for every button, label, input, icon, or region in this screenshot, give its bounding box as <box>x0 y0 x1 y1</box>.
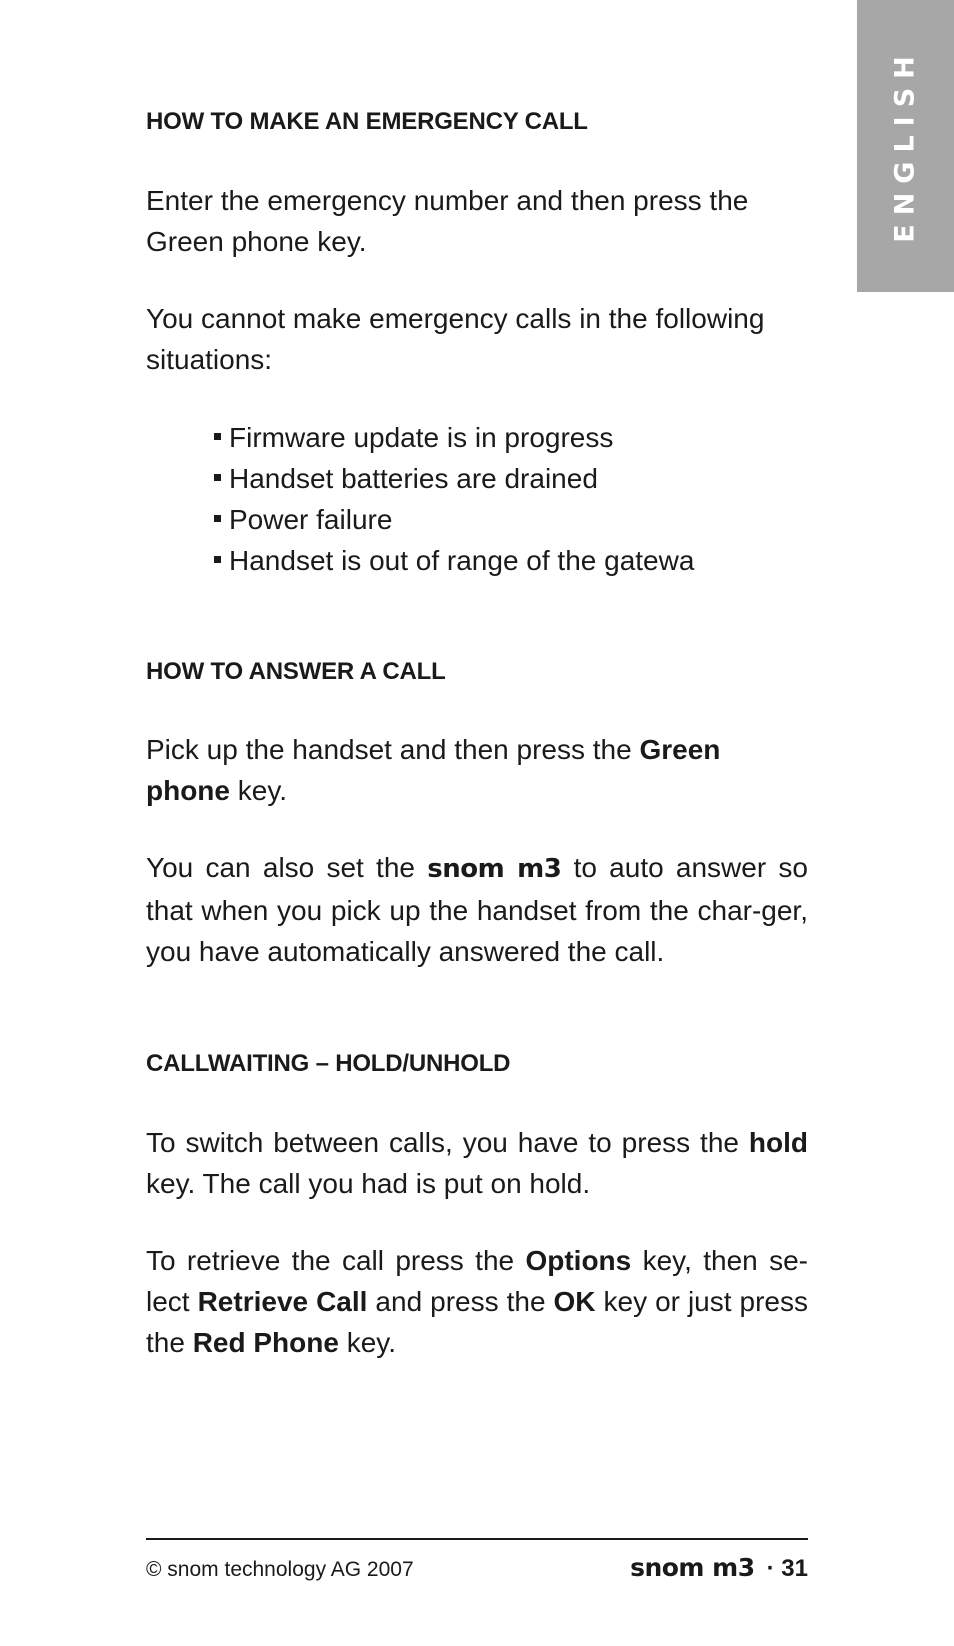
brand-name: snom m3 <box>427 854 562 884</box>
footer-page-info <box>630 1553 808 1583</box>
list-item: Power failure <box>214 499 694 540</box>
paragraph-emergency-restrictions: You cannot make emergency calls in the following situations: <box>146 303 765 375</box>
section-heading-answer-call: HOW TO ANSWER A CALL <box>146 658 446 685</box>
paragraph-answer-call: Pick up the handset and then press the Green phone key. <box>146 734 721 806</box>
section-heading-callwaiting: CALLWAITING – HOLD/UNHOLD <box>146 1050 511 1077</box>
page-number: · 31 <box>766 1555 808 1582</box>
footer-copyright: © snom technology AG 2007 <box>146 1558 414 1581</box>
language-tab <box>857 0 954 292</box>
list-item: Handset is out of range of the gatewa <box>214 540 694 581</box>
paragraph-auto-answer: You can also set the snom m3 to auto answer so that when you pick up the handset from the char-ger, you have automatically answered the call. <box>146 852 808 967</box>
emergency-restriction-list <box>214 417 694 581</box>
list-item: Firmware update is in progress <box>214 417 694 458</box>
bullet-icon <box>214 515 221 522</box>
paragraph-emergency-instructions: Enter the emergency number and then press the Green phone key. <box>146 185 749 257</box>
bullet-icon <box>214 556 221 563</box>
paragraph-switch-calls: To switch between calls, you have to press the hold key. The call you had is put on hold. <box>146 1127 808 1199</box>
footer-divider <box>146 1538 808 1540</box>
bullet-icon <box>214 433 221 440</box>
footer-brand: snom m3 <box>630 1553 755 1582</box>
paragraph-retrieve-call: To retrieve the call press the Options key, then se-lect Retrieve Call and press the OK key or just press the Red Phone key. <box>146 1245 808 1358</box>
bullet-icon <box>214 474 221 481</box>
list-item: Handset batteries are drained <box>214 458 694 499</box>
language-tab-label: ENGLISH <box>889 47 921 243</box>
section-heading-emergency: HOW TO MAKE AN EMERGENCY CALL <box>146 108 588 135</box>
